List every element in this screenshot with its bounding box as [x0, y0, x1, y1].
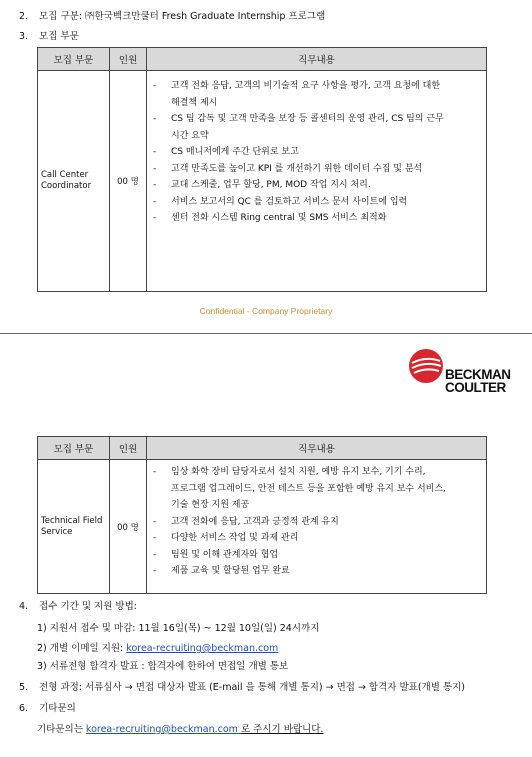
dept-name: Service	[41, 526, 73, 537]
duty-line: 팀원 및 이해 관계자와 협업	[171, 549, 279, 560]
header-dept: 모집 부문	[38, 48, 110, 71]
logo-text-line2: COULTER	[445, 380, 506, 395]
duty-line: CS 매니저에게 주간 단위로 보고	[171, 147, 299, 157]
duty-line: 고객 전화 응답, 고객의 비기술적 요구 사항을 평가, 고객 요청에 대한	[171, 81, 441, 91]
contact-email-link[interactable]: korea-recruiting@beckman.com	[85, 724, 241, 735]
duty-item: - 고객 전화에 응답, 고객과 긍정적 관계 유지	[153, 514, 482, 531]
beckman-coulter-logo	[408, 346, 520, 398]
table-header-row	[38, 437, 487, 460]
section-number: 4.	[19, 601, 29, 612]
section-text: 기타문의	[39, 703, 76, 714]
duty-item: - 교대 스케줄, 업무 할당, PM, MOD 작업 지시 처리.	[153, 177, 482, 194]
duty-line: 교대 스케줄, 업무 할당, PM, MOD 작업 지시 처리.	[171, 180, 371, 190]
logo-text-line1: BECKMAN	[445, 367, 511, 382]
dept-cell	[38, 71, 110, 292]
duty-item: - CS 팀 감독 및 고객 만족을 보장 등 콜센터의 운영 관리, CS 팀의 근무 시간 요약	[153, 111, 482, 144]
recruit-email-link[interactable]: korea-recruiting@beckman.com	[126, 643, 279, 654]
duties-cell	[147, 71, 487, 292]
contact-prefix: 기타문의는	[37, 724, 86, 735]
duty-line: 다양한 서비스 작업 및 과제 관리	[171, 533, 299, 543]
section-5	[19, 679, 465, 693]
item-label: 2) 개별 이메일 지원:	[37, 643, 127, 654]
count-cell: 00 명	[110, 71, 147, 292]
section-number: 5.	[19, 682, 29, 693]
count-cell: 00 명	[110, 460, 147, 594]
duty-line: 기술 현장 지원 제공	[171, 500, 250, 510]
dept-name: Technical Field	[41, 515, 103, 526]
duty-item: - CS 매니저에게 주간 단위로 보고	[153, 144, 482, 161]
duty-line: 고객 전화에 응답, 고객과 긍정적 관계 유지	[171, 516, 339, 527]
duty-line: 임상 화학 장비 담당자로서 설치 지원, 예방 유지 보수, 기기 수리,	[171, 467, 426, 477]
contact-suffix: 로 주시기 바랍니다.	[240, 724, 324, 735]
section-text: 모집 부문	[39, 31, 79, 42]
table-row	[38, 460, 487, 594]
duty-line: 서비스 보고서의 QC 를 검토하고 서비스 문서 사이트에 입력	[171, 196, 408, 207]
section-3	[19, 28, 79, 42]
section-4-item-2	[37, 640, 278, 654]
header-count: 인원	[110, 48, 147, 71]
dept-name: Coordinator	[41, 181, 92, 191]
section-number: 6.	[19, 703, 29, 714]
header-duties: 직무내용	[147, 437, 487, 460]
section-text: 모집 구분: ㈜한국벡크만쿨터 Fresh Graduate Internship 프로그램	[39, 11, 326, 22]
duties-cell	[147, 460, 487, 594]
table-header-row	[38, 48, 487, 71]
dept-name: Call Center	[41, 170, 89, 180]
section-2	[19, 8, 325, 22]
section-text: 전형 과정: 서류심사 → 면접 대상자 발표 (E-mail 을 통해 개별 통지) → 면접 → 합격자 발표(개별 통지)	[39, 682, 465, 693]
table-row	[38, 71, 487, 292]
section-4-item-1: 1) 지원서 접수 및 마감: 11월 16일(목) ~ 12월 10일(일) 24시까지	[37, 623, 320, 634]
recruit-table-call-center	[37, 47, 487, 292]
duty-line: 시간 요약	[171, 130, 209, 141]
page-divider	[0, 333, 532, 334]
section-text: 접수 기간 및 지원 방법:	[39, 601, 137, 612]
duty-item: - 제품 교육 및 할당된 업무 완료	[153, 563, 482, 580]
duty-line: 제품 교육 및 할당된 업무 완료	[171, 566, 290, 576]
section-number: 3.	[19, 31, 29, 42]
logo-mark-icon	[408, 348, 444, 384]
duty-item: - 임상 화학 장비 담당자로서 설치 지원, 예방 유지 보수, 기기 수리, 프로그램 업그레이드, 안전 테스트 등을 포함한 예방 유지 보수 서비스, 기술 현장 지원 제공	[153, 464, 482, 514]
header-dept: 모집 부문	[38, 437, 110, 460]
duty-item: - 센터 전화 시스템 Ring central 및 SMS 서비스 최적화	[153, 210, 482, 227]
section-4	[19, 598, 137, 612]
recruit-table-field-service	[37, 436, 487, 594]
header-count: 인원	[110, 437, 147, 460]
section-6-contact	[37, 721, 323, 735]
duty-line: 프로그램 업그레이드, 안전 테스트 등을 포함한 예방 유지 보수 서비스,	[171, 483, 446, 494]
section-6	[19, 700, 76, 714]
dept-cell	[38, 460, 110, 594]
duty-line: 고객 만족도를 높이고 KPI 를 개선하기 위한 데이터 수집 및 분석	[171, 163, 423, 174]
header-duties: 직무내용	[147, 48, 487, 71]
duty-item: - 서비스 보고서의 QC 를 검토하고 서비스 문서 사이트에 입력	[153, 194, 482, 211]
duty-item: - 고객 만족도를 높이고 KPI 를 개선하기 위한 데이터 수집 및 분석	[153, 161, 482, 178]
duty-item: - 팀원 및 이해 관계자와 협업	[153, 547, 482, 564]
duty-line: CS 팀 감독 및 고객 만족을 보장 등 콜센터의 운영 관리, CS 팀의 근무	[171, 114, 444, 124]
duty-item: - 고객 전화 응답, 고객의 비기술적 요구 사항을 평가, 고객 요청에 대한 해결책 제시	[153, 78, 482, 111]
section-4-item-3: 3) 서류전형 합격자 발표 : 합격자에 한하여 면접일 개별 통보	[37, 661, 289, 672]
duty-line: 해결책 제시	[171, 97, 218, 108]
duty-line: 센터 전화 시스템 Ring central 및 SMS 서비스 최적화	[171, 213, 387, 223]
confidential-footer: Confidential - Company Proprietary	[199, 306, 333, 316]
duty-item: - 다양한 서비스 작업 및 과제 관리	[153, 530, 482, 547]
section-number: 2.	[19, 11, 29, 22]
